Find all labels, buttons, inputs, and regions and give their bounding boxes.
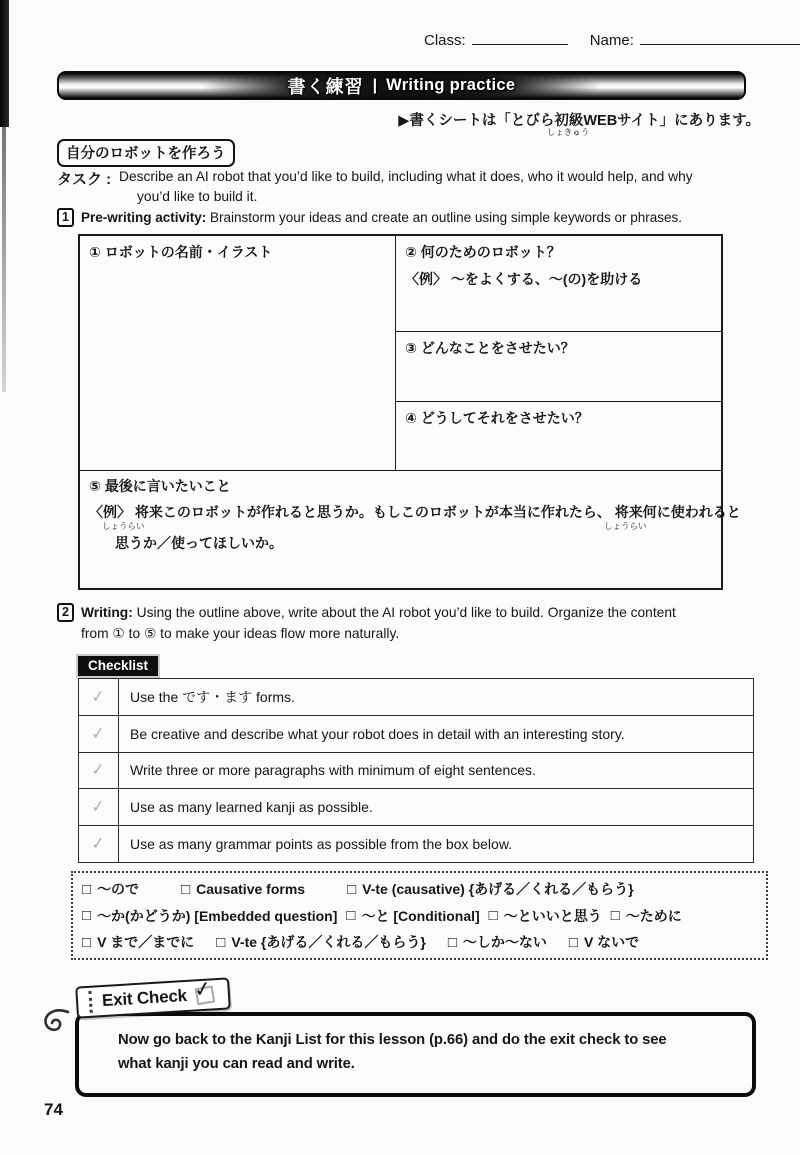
checklist-table	[78, 678, 754, 863]
grammar-line	[82, 879, 757, 899]
writing-line1	[57, 603, 676, 622]
outline-cell-purpose-example: 〈例〉 ～をよくする、～(の)を助ける	[405, 271, 643, 287]
web-note-text: 書くシートは「とびら初級WEBサイト」にあります。	[409, 113, 760, 129]
checkbox-icon: □	[568, 933, 578, 951]
final-furigana-1: しょうらい	[102, 521, 145, 531]
pointer-icon: ▶	[398, 113, 410, 129]
checklist-row	[79, 788, 753, 825]
task-text-line1: Describe an AI robot that you’d like to build, including what it does, who it would help, and why	[119, 169, 693, 184]
name-label: Name:	[589, 32, 634, 49]
checkbox-icon: □	[447, 933, 457, 951]
step-number-box: 1	[57, 208, 74, 227]
grammar-item-label: ～ので	[97, 881, 140, 897]
grammar-item	[448, 932, 547, 952]
checkbox-icon: □	[610, 907, 620, 924]
outline-cell-final-title: ⑤ 最後に言いたいこと	[89, 478, 231, 494]
task-text-line2: you’d like to build it.	[137, 189, 258, 204]
writing-heading	[57, 603, 676, 642]
spiral-icon	[40, 1006, 74, 1036]
grammar-item-label: V ないで	[583, 934, 640, 950]
task-description	[57, 168, 777, 212]
outline-cell-robot-name: ① ロボットの名前・イラスト	[80, 236, 396, 470]
checked-checkbox-icon	[192, 976, 216, 1005]
scan-spine-artifact-faint	[2, 127, 6, 392]
checkbox-icon: □	[181, 880, 191, 898]
grammar-points-box	[71, 871, 768, 960]
outline-cell-actions: ③ どんなことをさせたい？	[396, 332, 721, 402]
checklist-item-label: Use the です・ます forms.	[130, 688, 295, 705]
exit-check-box	[75, 1012, 756, 1097]
writing-text-line2: from ① to ⑤ to make your ideas flow more naturally.	[81, 626, 400, 641]
section-banner	[57, 71, 746, 100]
check-icon: ✓	[90, 686, 107, 707]
prewriting-text: Brainstorm your ideas and create an outline using simple keywords or phrases.	[210, 210, 682, 225]
grammar-item	[82, 932, 194, 952]
outline-table	[78, 234, 741, 590]
step-number-box: 2	[57, 603, 74, 622]
outline-cell-final-example-line1: 〈例〉 将来このロボットが作れると思うか。もしこのロボットが本当に作れたら、 将来何に使われると	[89, 504, 741, 520]
grammar-item	[346, 906, 479, 926]
web-note-furigana: しょきゅう	[546, 127, 590, 137]
grammar-item	[82, 879, 139, 899]
checklist-row	[79, 752, 753, 789]
class-label: Class:	[424, 32, 466, 49]
section-banner-title	[288, 73, 516, 99]
check-icon: ✓	[90, 833, 107, 854]
outline-cell-final	[80, 470, 741, 588]
checkbox-icon: □	[82, 880, 92, 898]
prewriting-label: Pre-writing activity:	[80, 210, 207, 225]
check-icon: ✓	[90, 796, 107, 817]
grammar-item-label: V まで／までに	[97, 934, 195, 950]
exit-check-line2: what kanji you can read and write.	[118, 1055, 355, 1072]
grammar-item	[181, 881, 305, 898]
checkbox-icon: □	[82, 907, 92, 924]
grammar-item-label: ～と [Conditional]	[361, 907, 480, 924]
checklist-row	[79, 825, 753, 862]
grammar-line	[82, 906, 757, 926]
scan-spine-artifact	[0, 0, 9, 127]
task-label: タスク :	[57, 171, 112, 188]
banner-separator: |	[372, 76, 378, 94]
checkbox-icon: □	[216, 933, 226, 951]
banner-title-english: Writing practice	[386, 76, 516, 94]
grammar-line	[82, 932, 757, 952]
class-blank-line	[472, 30, 568, 45]
checkbox-icon: □	[82, 933, 92, 951]
outline-cell-purpose-title: ② 何のためのロボット？	[405, 244, 561, 260]
checkbox-icon: □	[347, 880, 357, 898]
grammar-item	[569, 932, 639, 952]
grammar-item	[489, 906, 602, 926]
grammar-item-label: V-te (causative) {あげる／くれる／もらう}	[362, 881, 634, 897]
checklist-row	[79, 715, 753, 752]
class-name-header	[424, 30, 800, 49]
checklist-row	[79, 679, 753, 715]
grammar-item-label: ～か(かどうか) [Embedded question]	[97, 907, 338, 924]
check-icon: ✓	[90, 759, 107, 781]
outline-cell-purpose	[396, 236, 721, 332]
outline-cell-reason: ④ どうしてそれをさせたい？	[405, 410, 589, 426]
writing-label: Writing:	[80, 605, 133, 620]
outline-cell-final-example-line2: 思うか／使ってほしいか。	[115, 535, 283, 551]
checklist-item-label: Use as many learned kanji as possible.	[130, 799, 373, 816]
grammar-item	[611, 906, 682, 926]
checkbox-icon: □	[346, 907, 356, 924]
grammar-item	[82, 906, 337, 926]
checklist-check-cell	[79, 753, 119, 789]
check-mark: ✓	[192, 976, 214, 1002]
checklist-item-label: Use as many grammar points as possible from the box below.	[130, 836, 513, 853]
checklist-check-cell	[79, 789, 119, 825]
page-number: 74	[44, 1100, 63, 1119]
grammar-item-label: V-te {あげる／くれる／もらう}	[231, 934, 426, 950]
grammar-item	[347, 879, 634, 899]
checklist-item-label: Be creative and describe what your robot does in detail with an interesting story.	[130, 725, 625, 742]
checklist-check-cell	[79, 679, 119, 715]
writing-text-line1: Using the outline above, write about the AI robot you’d like to build. Organize the content	[136, 605, 676, 620]
checklist-title: Checklist	[78, 656, 158, 676]
checklist-check-cell	[79, 826, 119, 862]
grammar-item	[216, 932, 426, 952]
checklist-item-label: Write three or more paragraphs with minimum of eight sentences.	[130, 762, 536, 779]
dotted-line-decoration	[88, 991, 92, 1013]
checklist-check-cell	[79, 716, 119, 752]
name-blank-line	[640, 30, 800, 45]
exit-check-line1: Now go back to the Kanji List for this lesson (p.66) and do the exit check to see	[118, 1032, 667, 1048]
final-furigana-2: しょうらい	[604, 521, 647, 531]
check-icon: ✓	[90, 722, 107, 744]
grammar-item-label: ～ために	[625, 907, 682, 924]
grammar-item-label: ～といいと思う	[503, 907, 602, 924]
lesson-topic-box: 自分のロボットを作ろう	[57, 139, 235, 167]
grammar-item-label: ～しか～ない	[462, 934, 547, 950]
checkbox-icon: □	[488, 907, 498, 924]
exit-check-tag-label: Exit Check	[101, 985, 188, 1011]
prewriting-heading	[57, 208, 682, 227]
banner-title-japanese: 書く練習	[287, 76, 364, 97]
grammar-item-label: Causative forms	[196, 881, 306, 897]
web-sheet-note	[398, 109, 760, 137]
